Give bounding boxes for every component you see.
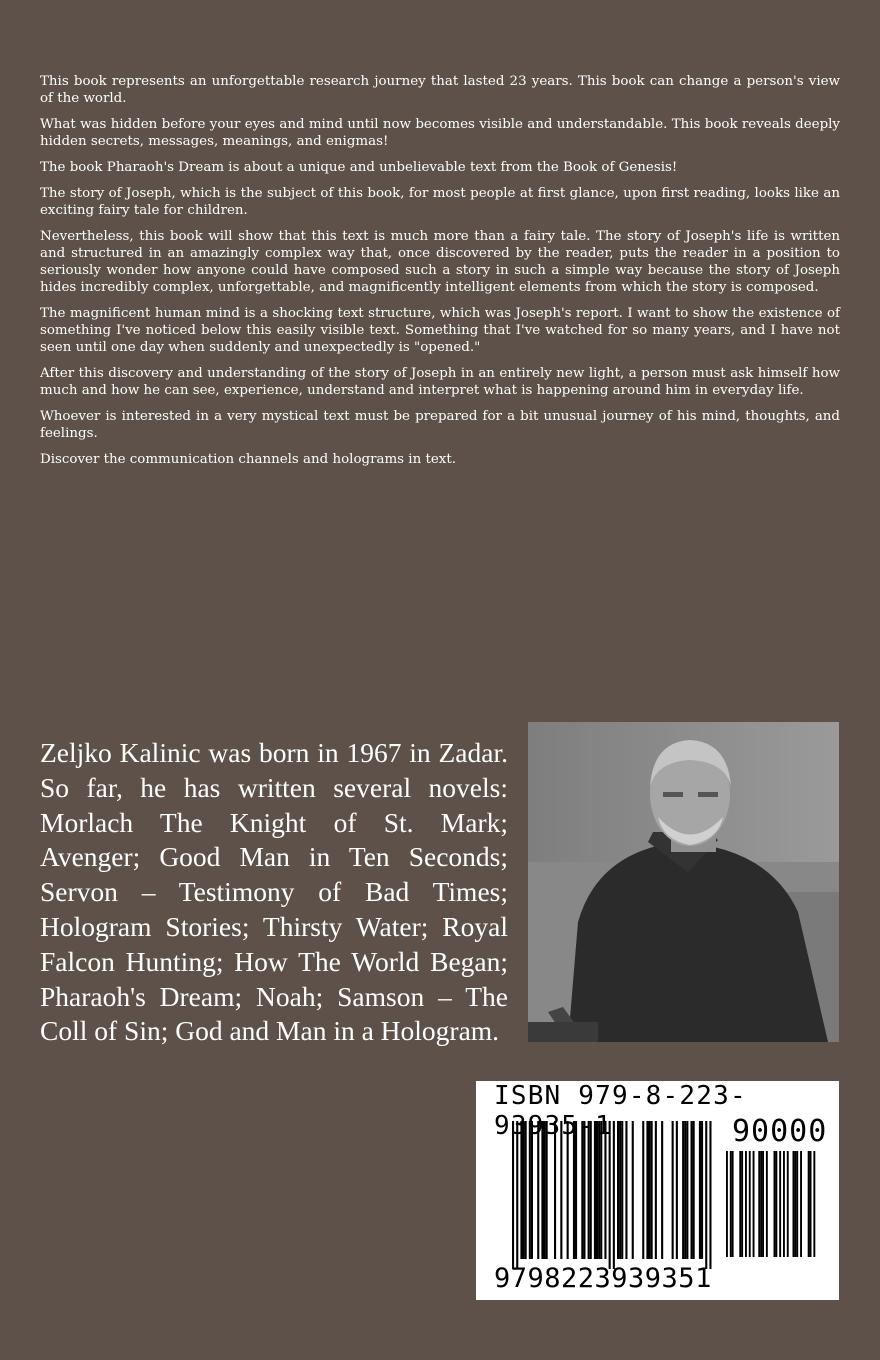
barcode-bar bbox=[560, 1121, 562, 1259]
barcode-bar bbox=[537, 1121, 539, 1259]
addon-bar bbox=[813, 1151, 815, 1257]
barcode-bar bbox=[594, 1121, 596, 1259]
barcode-bar bbox=[546, 1121, 548, 1259]
barcode-bar bbox=[672, 1121, 674, 1259]
barcode-bar bbox=[691, 1121, 693, 1259]
blurb-paragraph: What was hidden before your eyes and mind until now becomes visible and understandable. This book reveals deeply hidden secrets, messages, meanings, and enigmas! bbox=[40, 117, 840, 149]
barcode-bar bbox=[625, 1121, 627, 1259]
addon-bar bbox=[730, 1151, 732, 1257]
barcode-bar bbox=[699, 1121, 701, 1259]
barcode-bar bbox=[581, 1121, 583, 1259]
author-bio: Zeljko Kalinic was born in 1967 in Zadar. So far, he has written several novels: Morlach The Knight of St. Mark; Avenger; Good Man in Ten Seconds; Servon – Testimony of Bad Times; Hologram Stories; Thirsty Water; Royal Falcon Hunting; How The World Began; Pharaoh's Dream; Noah; Samson – The Coll of Sin; God and Man in a Hologram. bbox=[40, 737, 508, 1047]
addon-bar bbox=[794, 1151, 796, 1257]
author-photo bbox=[528, 722, 839, 1042]
blurb-paragraph: The story of Joseph, which is the subject of this book, for most people at first glance, upon first reading, looks like an exciting fairy tale for children. bbox=[40, 186, 840, 218]
barcode-bar bbox=[649, 1121, 651, 1259]
barcode-bar bbox=[682, 1121, 684, 1259]
addon-bar bbox=[808, 1151, 810, 1257]
addon-bar bbox=[745, 1151, 747, 1257]
barcode-bar bbox=[684, 1121, 686, 1259]
barcode-bar bbox=[567, 1121, 569, 1259]
addon-bar bbox=[758, 1151, 760, 1257]
addon-bar bbox=[800, 1151, 802, 1257]
barcode-bar bbox=[541, 1121, 543, 1259]
back-cover-blurb bbox=[40, 73, 840, 477]
addon-bar bbox=[749, 1151, 751, 1257]
barcode-bar bbox=[655, 1121, 657, 1259]
barcode-bar bbox=[544, 1121, 546, 1259]
blurb-paragraph: This book represents an unforgettable research journey that lasted 23 years. This book can change a person's view of the world. bbox=[40, 74, 840, 106]
barcode-bar bbox=[613, 1121, 615, 1269]
barcode-bar bbox=[705, 1121, 707, 1269]
barcode-bar bbox=[686, 1121, 688, 1259]
barcode-bar bbox=[516, 1121, 518, 1269]
barcode-bar bbox=[520, 1121, 522, 1259]
addon-bar bbox=[779, 1151, 781, 1257]
isbn-label: ISBN 979-8-223-93935-1 bbox=[494, 1081, 747, 1141]
barcode-bar bbox=[598, 1121, 600, 1259]
blurb-paragraph: The magnificent human mind is a shocking text structure, which was Joseph's report. I want to show the existence of something I've noticed below this easily visible text. Something that I've watched for so many years, and I have not seen until one day when suddenly and unexpectedly is "opened." bbox=[40, 306, 840, 355]
addon-bar bbox=[774, 1151, 776, 1257]
addon-bar bbox=[762, 1151, 764, 1257]
barcode-bar bbox=[661, 1121, 663, 1259]
barcode-digits: 9798223939351 bbox=[494, 1263, 712, 1294]
isbn-barcode bbox=[476, 1081, 839, 1300]
barcode-bar bbox=[709, 1121, 711, 1269]
addon-bar bbox=[741, 1151, 743, 1257]
barcode-bar bbox=[512, 1121, 514, 1269]
barcode-bar bbox=[617, 1121, 619, 1259]
barcode-bar bbox=[583, 1121, 585, 1259]
addon-bar bbox=[793, 1151, 795, 1257]
addon-bar bbox=[775, 1151, 777, 1257]
blurb-paragraph: The book Pharaoh's Dream is about a unique and unbelievable text from the Book of Genesis! bbox=[40, 160, 678, 175]
barcode-bar bbox=[531, 1121, 533, 1259]
barcode-bar bbox=[554, 1121, 556, 1259]
addon-bar bbox=[810, 1151, 812, 1257]
barcode-bar bbox=[600, 1121, 602, 1259]
barcode-bar bbox=[523, 1121, 525, 1259]
addon-bar bbox=[726, 1151, 728, 1257]
barcode-bar bbox=[529, 1121, 531, 1259]
barcode-bar bbox=[642, 1121, 644, 1259]
addon-bar bbox=[766, 1151, 768, 1257]
blurb-paragraph: After this discovery and understanding of the story of Joseph in an entirely new light, a person must ask himself how much and how he can see, experience, understand and interpret what is happening around him in everyday life. bbox=[40, 366, 840, 398]
barcode-bar bbox=[575, 1121, 577, 1259]
barcode-bar bbox=[701, 1121, 703, 1259]
barcode-bar bbox=[632, 1121, 634, 1259]
addon-bar bbox=[753, 1151, 755, 1257]
barcode-bar bbox=[609, 1121, 611, 1269]
barcode-bar bbox=[525, 1121, 527, 1259]
barcode-bar bbox=[588, 1121, 590, 1259]
addon-bar bbox=[796, 1151, 798, 1257]
barcode-bar bbox=[573, 1121, 575, 1259]
addon-bar bbox=[732, 1151, 734, 1257]
barcode-bar bbox=[590, 1121, 592, 1259]
barcode-bar bbox=[646, 1121, 648, 1259]
blurb-paragraph: Discover the communication channels and holograms in text. bbox=[40, 452, 456, 467]
barcode-bar bbox=[651, 1121, 653, 1259]
addon-bar bbox=[739, 1151, 741, 1257]
barcode-bar bbox=[621, 1121, 623, 1259]
addon-bar bbox=[760, 1151, 762, 1257]
addon-bar bbox=[787, 1151, 789, 1257]
addon-bar bbox=[783, 1151, 785, 1257]
author-portrait-image bbox=[528, 722, 839, 1042]
barcode-bar bbox=[604, 1121, 606, 1259]
blurb-paragraph: Whoever is interested in a very mystical text must be prepared for a bit unusual journey of his mind, thoughts, and feelings. bbox=[40, 409, 840, 441]
price-code: 90000 bbox=[732, 1114, 828, 1149]
barcode-bar bbox=[596, 1121, 598, 1259]
barcode-bar bbox=[693, 1121, 695, 1259]
barcode-bar bbox=[619, 1121, 621, 1259]
blurb-paragraph: Nevertheless, this book will show that this text is much more than a fairy tale. The story of Joseph's life is written and structured in an amazingly complex way that, once discovered by the reader, puts the reader in a position to seriously wonder how anyone could have composed such a story in such a simple way because the story of Joseph hides incredibly complex, unforgettable, and magnificently intelligent elements from which the story is composed. bbox=[40, 229, 840, 295]
barcode-bar bbox=[676, 1121, 678, 1259]
